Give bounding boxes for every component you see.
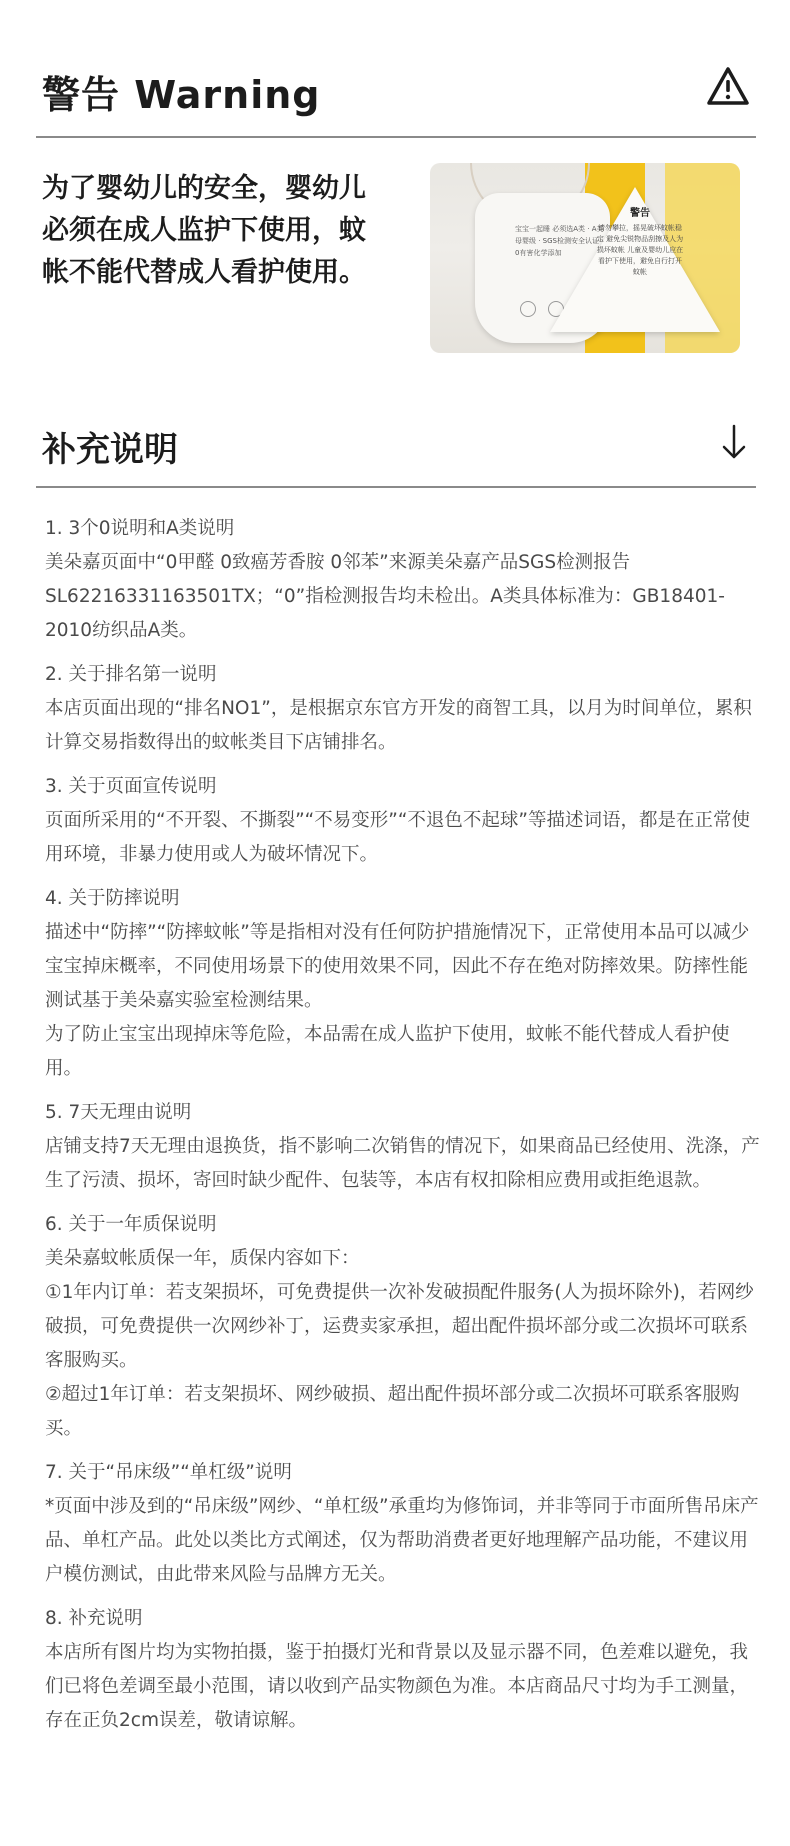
supplement-section (45, 658, 760, 760)
section-text: 本店页面出现的“排名NO1”，是根据京东官方开发的商智工具，以月为时间单位，累积计算交易指数得出的蚊帐类目下店铺排名。 (45, 698, 752, 753)
supplement-content (45, 512, 760, 1748)
section-heading: 6. 关于一年质保说明 (45, 1214, 217, 1235)
arrow-down-icon[interactable] (720, 422, 748, 462)
photo-triangle-tag-text (595, 208, 685, 278)
section-text: 描述中“防摔”“防摔蚊帐”等是指相对没有任何防护措施情况下，正常使用本品可以减少宝宝掉床概率，不同使用场景下的使用效果不同，因此不存在绝对防摔效果。防摔性能测试基于美朵嘉实验室检测结果。 (45, 922, 750, 1011)
supplement-section (45, 1208, 760, 1446)
supplement-section (45, 1096, 760, 1198)
warning-body-text: 为了婴幼儿的安全，婴幼儿必须在成人监护下使用，蚊帐不能代替成人看护使用。 (42, 173, 366, 288)
supplement-section (45, 770, 760, 872)
photo-triangle-tag-body: 请勿攀拉，摇晃破坏蚊帐稳定 避免尖锐物品刮擦及人为损坏蚊帐 儿童及婴幼儿应在看护下使用，避免自行打开蚊帐 (596, 224, 684, 276)
section-heading: 7. 关于“吊床级”“单杠级”说明 (45, 1462, 292, 1483)
supplement-header[interactable] (36, 400, 756, 480)
section-text: ①1年内订单：若支架损坏，可免费提供一次补发破损配件服务(人为损坏除外)，若网纱破损，可免费提供一次网纱补丁，运费卖家承担，超出配件损坏部分或二次损坏可联系客服购买。 (45, 1282, 754, 1371)
section-heading: 4. 关于防摔说明 (45, 888, 180, 909)
section-text: 为了防止宝宝出现掉床等危险，本品需在成人监护下使用，蚊帐不能代替成人看护使用。 (45, 1024, 730, 1079)
photo-triangle-tag-title: 警告 (630, 208, 650, 219)
section-text: 店铺支持7天无理由退换货，指不影响二次销售的情况下，如果商品已经使用、洗涤，产生了污渍、损坏，寄回时缺少配件、包装等，本店有权扣除相应费用或拒绝退款。 (45, 1136, 760, 1191)
section-heading: 8. 补充说明 (45, 1608, 143, 1629)
section-heading: 3. 关于页面宣传说明 (45, 776, 217, 797)
section-heading: 1. 3个0说明和A类说明 (45, 518, 235, 539)
section-text: 本店所有图片均为实物拍摄，鉴于拍摄灯光和背景以及显示器不同，色差难以避免，我们已将色差调至最小范围，请以收到产品实物颜色为准。本店商品尺寸均为手工测量，存在正负2cm误差，敬请谅解。 (45, 1642, 749, 1731)
supplement-section (45, 512, 760, 648)
section-text: ②超过1年订单：若支架损坏、网纱破损、超出配件损坏部分或二次损坏可联系客服购买。 (45, 1384, 740, 1439)
section-heading: 2. 关于排名第一说明 (45, 664, 217, 685)
supplement-section (45, 882, 760, 1086)
section-text: *页面中涉及到的“吊床级”网纱、“单杠级”承重均为修饰词，并非等同于市面所售吊床产品、单杠产品。此处以类比方式阐述，仅为帮助消费者更好地理解产品功能，不建议用户模仿测试，由此带来风险与品牌方无关。 (45, 1496, 759, 1585)
product-tag-photo (430, 163, 740, 353)
supplement-divider (36, 486, 756, 488)
warning-header (36, 36, 756, 136)
supplement-section (45, 1456, 760, 1592)
section-heading: 5. 7天无理由说明 (45, 1102, 192, 1123)
supplement-section (45, 1602, 760, 1738)
section-text: 美朵嘉页面中“0甲醛 0致癌芳香胺 0邻苯”来源美朵嘉产品SGS检测报告SL62216331163501TX；“0”指检测报告均未检出。A类具体标准为：GB18401-2010纺织品A类。 (45, 552, 725, 641)
warning-triangle-icon (706, 66, 750, 106)
photo-white-tag-text: 宝宝一起睡 必须选A类 · A类母婴级 · SGS检测安全认证 · 0有害化学添加 (515, 225, 604, 257)
section-text: 美朵嘉蚊帐质保一年，质保内容如下： (45, 1248, 360, 1269)
supplement-title: 补充说明 (42, 430, 178, 470)
warning-divider (36, 136, 756, 138)
section-text: 页面所采用的“不开裂、不撕裂”“不易变形”“不退色不起球”等描述词语，都是在正常使用环境，非暴力使用或人为破坏情况下。 (45, 810, 751, 865)
warning-title: 警告 Warning (42, 73, 321, 117)
